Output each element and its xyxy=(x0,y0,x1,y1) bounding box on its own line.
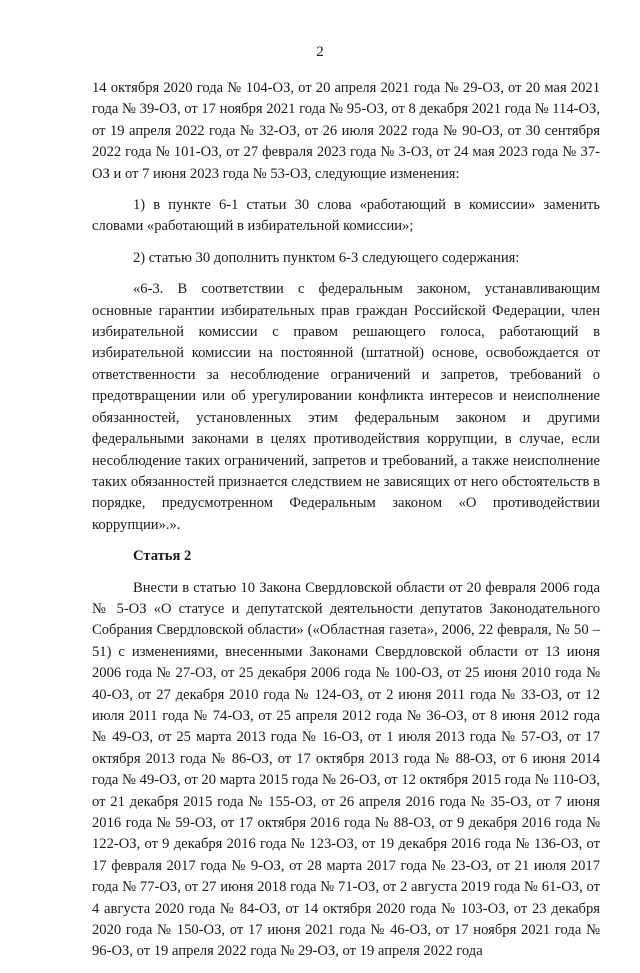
amendment-item-2: 2) статью 30 дополнить пунктом 6-3 следующего содержания: xyxy=(133,249,520,266)
article-2-paragraph: Внести в статью 10 Закона Свердловской области от 20 февраля 2006 года № 5-ОЗ «О статусе и депутатской деятельности депутатов Законодательного Собрания Свердловской области» («Областная газета», 2006, 22 февраля, № 50 – 51) с изменениями, внесенными Законами Свердловской области от 13 июня 2006 года № 27-ОЗ, от 25 декабря 2006 года № 100-ОЗ, от 25 июня 2010 года № 40-ОЗ, от 27 декабря 2010 года № 124-ОЗ, от 2 июня 2011 года № 33-ОЗ, от 12 июля 2011 года № 74-ОЗ, от 25 апреля 2012 года № 36-ОЗ, от 8 июня 2012 года № 49-ОЗ, от 25 марта 2013 года № 16-ОЗ, от 1 июля 2013 года № 57-ОЗ, от 17 октября 2013 года № 86-ОЗ, от 17 октября 2013 года № 88-ОЗ, от 6 июня 2014 года № 49-ОЗ, от 20 марта 2015 года № 26-ОЗ, от 12 октября 2015 года № 110-ОЗ, от 21 декабря 2015 года № 155-ОЗ, от 26 апреля 2016 года № 35-ОЗ, от 7 июня 2016 года № 59-ОЗ, от 17 октября 2016 года № 88-ОЗ, от 9 декабря 2016 года № 122-ОЗ, от 9 декабря 2016 года № 123-ОЗ, от 19 декабря 2016 года № 136-ОЗ, от 17 февраля 2017 года № 9-ОЗ, от 28 марта 2017 года № 23-ОЗ, от 21 июля 2017 года № 77-ОЗ, от 27 июня 2018 года № 71-ОЗ, от 2 августа 2019 года № 61-ОЗ, от 4 августа 2020 года № 84-ОЗ, от 14 октября 2020 года № 103-ОЗ, от 23 декабря 2020 года № 150-ОЗ, от 17 июня 2021 года № 46-ОЗ, от 17 ноября 2021 года № 96-ОЗ, от 19 апреля 2022 года № 29-ОЗ, от 19 апреля 2022 года xyxy=(92,579,600,960)
article-2-heading: Статья 2 xyxy=(133,548,192,565)
page-number: 2 xyxy=(316,44,324,60)
document-body xyxy=(92,78,600,973)
new-point-6-3-text: «6-3. В соответствии с федеральным законом, устанавливающим основные гарантии избирательных прав граждан Российской Федерации, член избирательной комиссии с правом решающего голоса, работающий в избирательной комиссии на постоянной (штатной) основе, освобождается от ответственности за несоблюдение ограничений и запретов, требований о предотвращении или об урегулировании конфликта интересов и неисполнение обязанностей, установленных этим федеральным законом и другими федеральными законами в целях противодействия коррупции, в случае, если несоблюдение таких ограничений, запретов и требований, а также неисполнение таких обязанностей признается следствием не зависящих от него обстоятельств в порядке, предусмотренном Федеральным законом «О противодействии коррупции».». xyxy=(92,281,600,533)
intro-continuation-paragraph: 14 октября 2020 года № 104-ОЗ, от 20 апреля 2021 года № 29-ОЗ, от 20 мая 2021 года № 39-ОЗ, от 17 ноября 2021 года № 95-ОЗ, от 8 декабря 2021 года № 114-ОЗ, от 19 апреля 2022 года № 32-ОЗ, от 26 июля 2022 года № 90-ОЗ, от 30 сентября 2022 года № 101-ОЗ, от 27 февраля 2023 года № 3-ОЗ, от 24 мая 2023 года № 37-ОЗ и от 7 июня 2023 года № 53-ОЗ, следующие изменения: xyxy=(92,80,600,182)
amendment-item-1: 1) в пункте 6-1 статьи 30 слова «работающий в комиссии» заменить словами «работающий в избирательной комиссии»; xyxy=(92,197,600,235)
